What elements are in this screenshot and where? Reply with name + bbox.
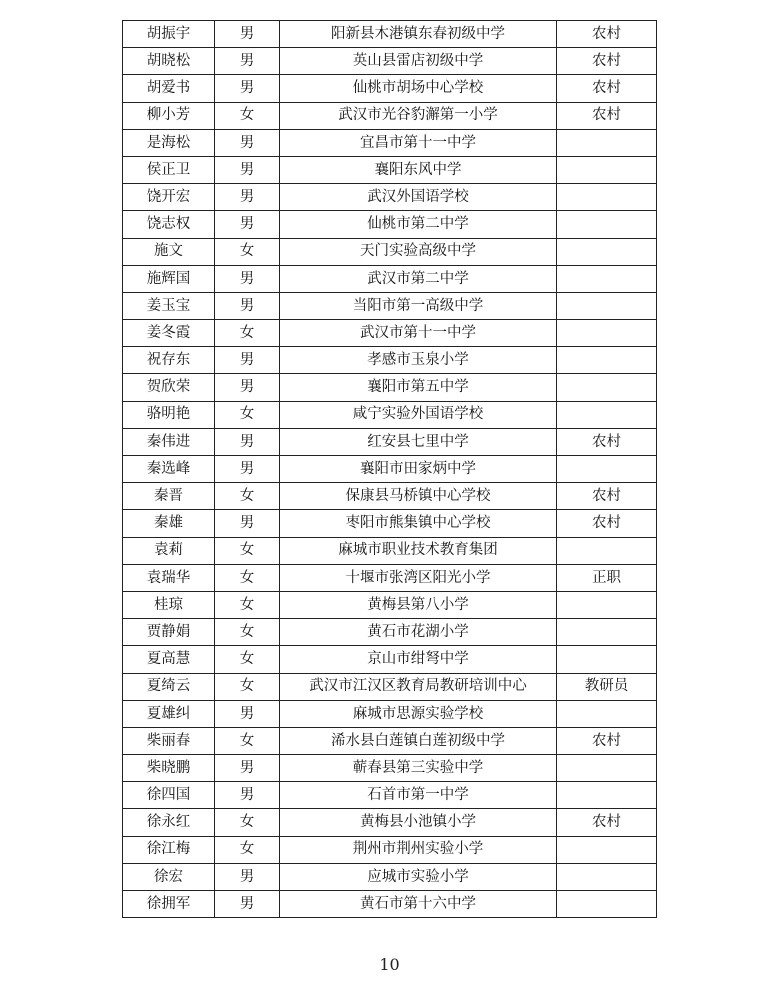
gender-cell: 男 (215, 75, 280, 102)
school-cell: 麻城市职业技术教育集团 (280, 537, 557, 564)
table-row (123, 374, 657, 401)
name-cell: 施文 (123, 238, 215, 265)
gender-cell: 女 (215, 809, 280, 836)
table-row (123, 238, 657, 265)
page-number: 10 (379, 955, 400, 974)
note-cell (557, 211, 657, 238)
school-cell: 武汉市第二中学 (280, 265, 557, 292)
school-cell: 阳新县木港镇东春初级中学 (280, 21, 557, 48)
table-row (123, 265, 657, 292)
table-row (123, 755, 657, 782)
table-row (123, 619, 657, 646)
gender-cell: 男 (215, 456, 280, 483)
table-row (123, 836, 657, 863)
school-cell: 黄石市花湖小学 (280, 619, 557, 646)
gender-cell: 男 (215, 48, 280, 75)
name-cell: 柳小芳 (123, 102, 215, 129)
table-row (123, 646, 657, 673)
note-cell: 农村 (557, 510, 657, 537)
school-cell: 武汉市光谷豹澥第一小学 (280, 102, 557, 129)
note-cell (557, 156, 657, 183)
name-cell: 袁瑞华 (123, 564, 215, 591)
note-cell (557, 836, 657, 863)
name-cell: 徐拥军 (123, 891, 215, 918)
note-cell (557, 374, 657, 401)
table-row (123, 809, 657, 836)
name-cell: 骆明艳 (123, 401, 215, 428)
table-row (123, 537, 657, 564)
note-cell (557, 265, 657, 292)
note-cell: 农村 (557, 21, 657, 48)
table-row (123, 863, 657, 890)
note-cell: 农村 (557, 428, 657, 455)
school-cell: 黄梅县第八小学 (280, 591, 557, 618)
school-cell: 武汉外国语学校 (280, 184, 557, 211)
gender-cell: 女 (215, 646, 280, 673)
note-cell (557, 537, 657, 564)
gender-cell: 男 (215, 21, 280, 48)
gender-cell: 女 (215, 673, 280, 700)
note-cell (557, 184, 657, 211)
note-cell: 正职 (557, 564, 657, 591)
school-cell: 英山县雷店初级中学 (280, 48, 557, 75)
name-cell: 施辉国 (123, 265, 215, 292)
name-cell: 胡爱书 (123, 75, 215, 102)
table-row (123, 456, 657, 483)
note-cell: 教研员 (557, 673, 657, 700)
gender-cell: 女 (215, 564, 280, 591)
name-cell: 贺欣荣 (123, 374, 215, 401)
table-row (123, 428, 657, 455)
gender-cell: 男 (215, 428, 280, 455)
school-cell: 当阳市第一高级中学 (280, 292, 557, 319)
table-row (123, 727, 657, 754)
table-row (123, 320, 657, 347)
name-cell: 夏雄纠 (123, 700, 215, 727)
gender-cell: 女 (215, 238, 280, 265)
school-cell: 仙桃市胡场中心学校 (280, 75, 557, 102)
note-cell (557, 619, 657, 646)
gender-cell: 男 (215, 755, 280, 782)
note-cell (557, 755, 657, 782)
name-cell: 侯正卫 (123, 156, 215, 183)
name-cell: 夏绮云 (123, 673, 215, 700)
roster-table-body (123, 21, 657, 918)
gender-cell: 女 (215, 401, 280, 428)
school-cell: 咸宁实验外国语学校 (280, 401, 557, 428)
name-cell: 徐四国 (123, 782, 215, 809)
name-cell: 饶开宏 (123, 184, 215, 211)
gender-cell: 女 (215, 537, 280, 564)
table-row (123, 591, 657, 618)
school-cell: 黄石市第十六中学 (280, 891, 557, 918)
school-cell: 浠水县白莲镇白莲初级中学 (280, 727, 557, 754)
name-cell: 柴晓鹏 (123, 755, 215, 782)
name-cell: 徐永红 (123, 809, 215, 836)
name-cell: 秦伟进 (123, 428, 215, 455)
table-row (123, 782, 657, 809)
name-cell: 姜冬霞 (123, 320, 215, 347)
school-cell: 枣阳市熊集镇中心学校 (280, 510, 557, 537)
name-cell: 徐江梅 (123, 836, 215, 863)
name-cell: 胡振宇 (123, 21, 215, 48)
table-row (123, 700, 657, 727)
name-cell: 姜玉宝 (123, 292, 215, 319)
gender-cell: 男 (215, 211, 280, 238)
table-row (123, 564, 657, 591)
gender-cell: 女 (215, 591, 280, 618)
gender-cell: 男 (215, 129, 280, 156)
table-row (123, 673, 657, 700)
gender-cell: 男 (215, 265, 280, 292)
school-cell: 黄梅县小池镇小学 (280, 809, 557, 836)
table-row (123, 292, 657, 319)
gender-cell: 男 (215, 510, 280, 537)
name-cell: 饶志权 (123, 211, 215, 238)
table-row (123, 347, 657, 374)
note-cell (557, 401, 657, 428)
table-row (123, 21, 657, 48)
gender-cell: 女 (215, 619, 280, 646)
teacher-roster-table (122, 20, 657, 918)
school-cell: 十堰市张湾区阳光小学 (280, 564, 557, 591)
school-cell: 保康县马桥镇中心学校 (280, 483, 557, 510)
table-row (123, 510, 657, 537)
note-cell: 农村 (557, 48, 657, 75)
note-cell (557, 782, 657, 809)
name-cell: 桂琼 (123, 591, 215, 618)
note-cell: 农村 (557, 102, 657, 129)
gender-cell: 女 (215, 483, 280, 510)
name-cell: 贾静娟 (123, 619, 215, 646)
table-row (123, 184, 657, 211)
school-cell: 襄阳市田家炳中学 (280, 456, 557, 483)
school-cell: 仙桃市第二中学 (280, 211, 557, 238)
name-cell: 柴丽春 (123, 727, 215, 754)
table-row (123, 156, 657, 183)
note-cell (557, 320, 657, 347)
gender-cell: 男 (215, 347, 280, 374)
note-cell: 农村 (557, 75, 657, 102)
note-cell (557, 700, 657, 727)
note-cell: 农村 (557, 483, 657, 510)
school-cell: 襄阳市第五中学 (280, 374, 557, 401)
name-cell: 袁莉 (123, 537, 215, 564)
note-cell (557, 238, 657, 265)
table-row (123, 891, 657, 918)
note-cell (557, 646, 657, 673)
name-cell: 秦晋 (123, 483, 215, 510)
name-cell: 夏高慧 (123, 646, 215, 673)
school-cell: 石首市第一中学 (280, 782, 557, 809)
name-cell: 徐宏 (123, 863, 215, 890)
name-cell: 秦雄 (123, 510, 215, 537)
note-cell (557, 456, 657, 483)
table-row (123, 401, 657, 428)
table-row (123, 211, 657, 238)
school-cell: 武汉市江汉区教育局教研培训中心 (280, 673, 557, 700)
gender-cell: 男 (215, 292, 280, 319)
table-row (123, 102, 657, 129)
gender-cell: 男 (215, 156, 280, 183)
gender-cell: 男 (215, 374, 280, 401)
note-cell (557, 129, 657, 156)
table-row (123, 129, 657, 156)
gender-cell: 女 (215, 836, 280, 863)
gender-cell: 女 (215, 102, 280, 129)
note-cell: 农村 (557, 727, 657, 754)
school-cell: 荆州市荆州实验小学 (280, 836, 557, 863)
school-cell: 蕲春县第三实验中学 (280, 755, 557, 782)
name-cell: 秦选峰 (123, 456, 215, 483)
note-cell: 农村 (557, 809, 657, 836)
school-cell: 应城市实验小学 (280, 863, 557, 890)
gender-cell: 男 (215, 863, 280, 890)
gender-cell: 男 (215, 700, 280, 727)
school-cell: 孝感市玉泉小学 (280, 347, 557, 374)
gender-cell: 男 (215, 891, 280, 918)
school-cell: 襄阳东风中学 (280, 156, 557, 183)
gender-cell: 男 (215, 782, 280, 809)
table-row (123, 483, 657, 510)
name-cell: 胡晓松 (123, 48, 215, 75)
table-row (123, 48, 657, 75)
school-cell: 麻城市思源实验学校 (280, 700, 557, 727)
note-cell (557, 591, 657, 618)
gender-cell: 女 (215, 727, 280, 754)
gender-cell: 女 (215, 320, 280, 347)
note-cell (557, 891, 657, 918)
school-cell: 天门实验高级中学 (280, 238, 557, 265)
school-cell: 宜昌市第十一中学 (280, 129, 557, 156)
school-cell: 京山市绀弩中学 (280, 646, 557, 673)
name-cell: 是海松 (123, 129, 215, 156)
note-cell (557, 863, 657, 890)
school-cell: 红安县七里中学 (280, 428, 557, 455)
gender-cell: 男 (215, 184, 280, 211)
table-row (123, 75, 657, 102)
school-cell: 武汉市第十一中学 (280, 320, 557, 347)
name-cell: 祝存东 (123, 347, 215, 374)
note-cell (557, 292, 657, 319)
note-cell (557, 347, 657, 374)
